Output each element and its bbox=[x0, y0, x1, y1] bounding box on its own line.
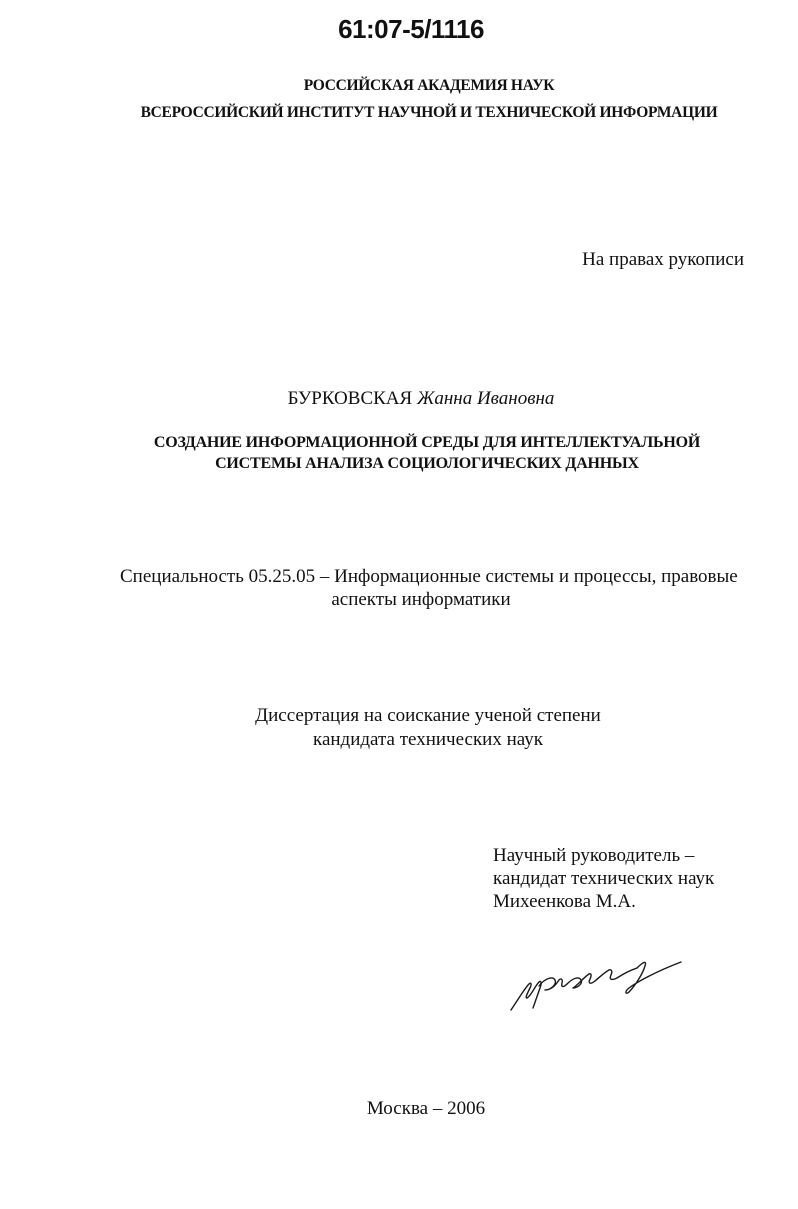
advisor-role: Научный руководитель – bbox=[493, 845, 695, 866]
author-name bbox=[0, 388, 798, 410]
degree-statement-line-2: кандидата технических наук bbox=[313, 729, 543, 750]
dissertation-title-line-1: СОЗДАНИЕ ИНФОРМАЦИОННОЙ СРЕДЫ ДЛЯ ИНТЕЛЛЕКТУАЛЬНОЙ bbox=[153, 434, 701, 451]
specialty-line-2: аспекты информатики bbox=[331, 589, 511, 610]
organization-line-2: ВСЕРОССИЙСКИЙ ИНСТИТУТ НАУЧНОЙ И ТЕХНИЧЕСКОЙ ИНФОРМАЦИИ bbox=[140, 104, 718, 121]
organization-line-1: РОССИЙСКАЯ АКАДЕМИЯ НАУК bbox=[303, 77, 555, 94]
city-year: Москва – 2006 bbox=[366, 1098, 486, 1119]
degree-statement-line-1: Диссертация на соискание ученой степени bbox=[255, 705, 601, 726]
rights-notice: На правах рукописи bbox=[582, 249, 744, 270]
specialty-line-1: Специальность 05.25.05 – Информационные системы и процессы, правовые bbox=[120, 566, 738, 587]
author-given-names: Жанна Ивановна bbox=[416, 388, 555, 409]
dissertation-title-line-2: СИСТЕМЫ АНАЛИЗА СОЦИОЛОГИЧЕСКИХ ДАННЫХ bbox=[215, 455, 639, 472]
author-surname: БУРКОВСКАЯ bbox=[287, 388, 413, 409]
advisor-degree: кандидат технических наук bbox=[493, 868, 715, 889]
catalog-number: 61:07-5/1116 bbox=[338, 14, 484, 44]
handwritten-signature bbox=[505, 948, 695, 1018]
advisor-name: Михеенкова М.А. bbox=[493, 891, 636, 912]
